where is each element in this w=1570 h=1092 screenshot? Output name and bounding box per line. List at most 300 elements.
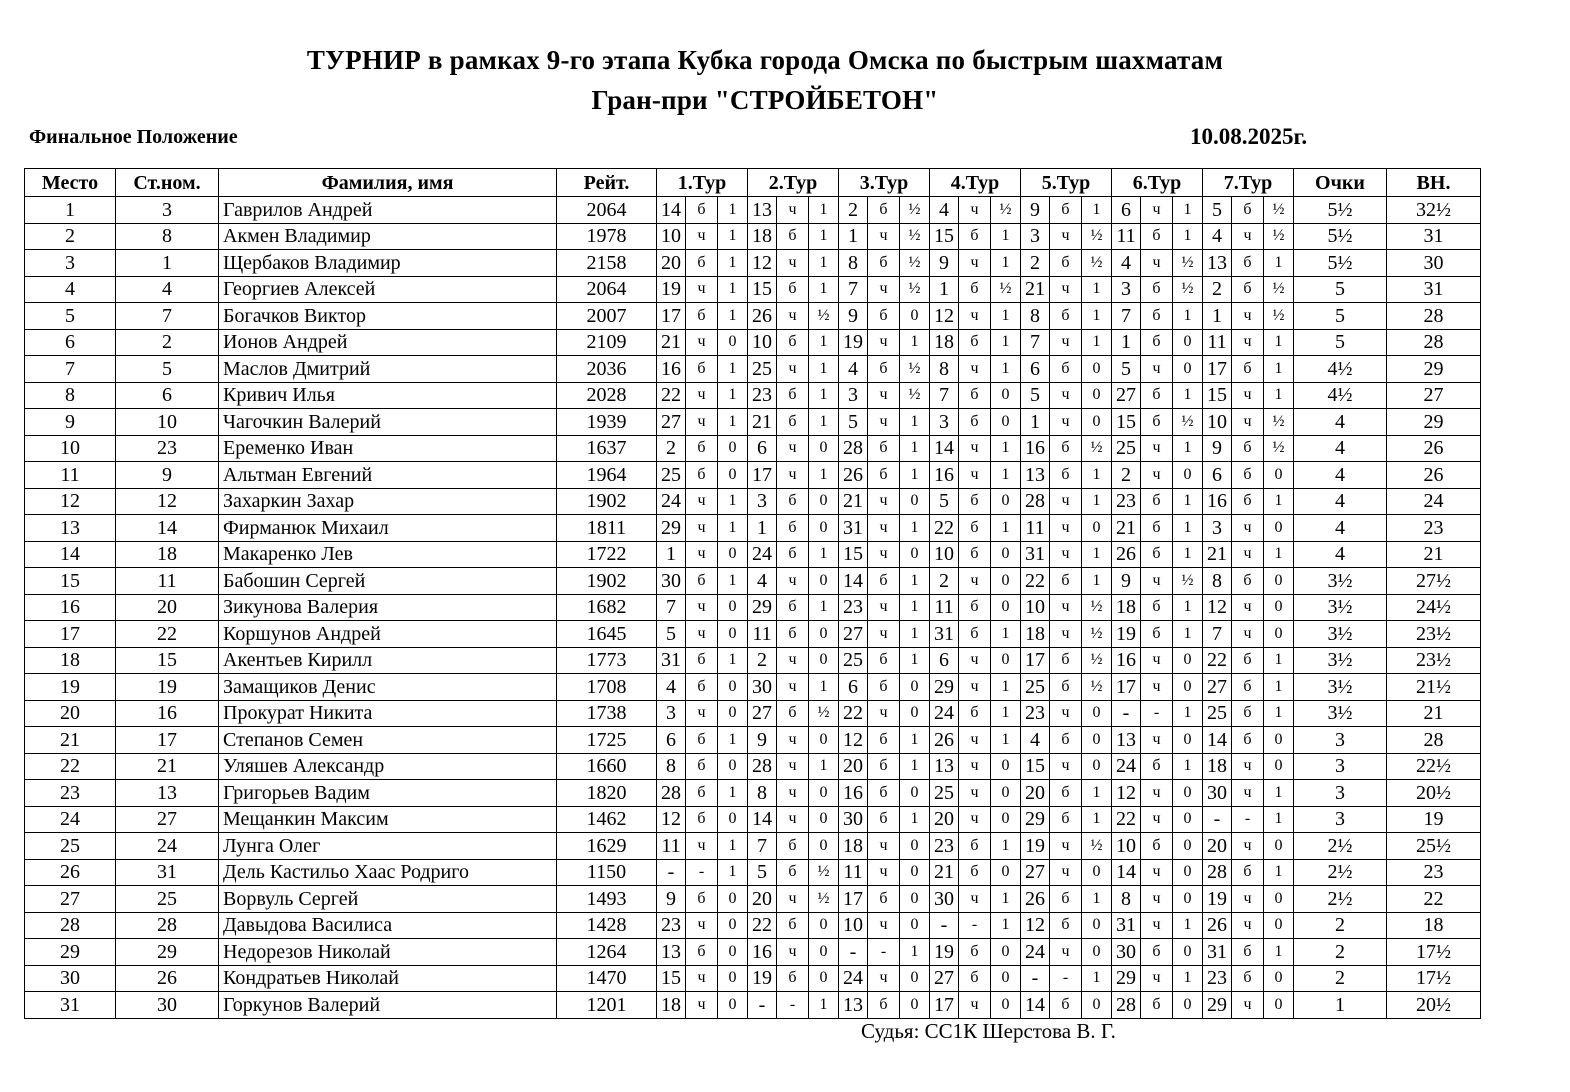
table-row: [25, 912, 1481, 939]
points-cell: 5½: [1294, 250, 1387, 277]
round-3-color-cell: ч: [868, 594, 900, 621]
round-1-color-cell: б: [686, 435, 718, 462]
round-5-color-cell: ч: [1050, 753, 1082, 780]
round-6-color-cell: ч: [1141, 462, 1173, 489]
round-4-result-cell: 1: [991, 886, 1021, 913]
round-4-color-cell: -: [959, 912, 991, 939]
round-3-color-cell: ч: [868, 541, 900, 568]
round-2-opponent-cell: 6: [748, 435, 777, 462]
round-1-result-cell: 1: [718, 409, 748, 436]
round-5-opponent-cell: 9: [1021, 197, 1050, 224]
round-2-color-cell: ч: [777, 435, 809, 462]
round-5-color-cell: ч: [1050, 621, 1082, 648]
round-6-result-cell: ½: [1173, 250, 1203, 277]
round-3-opponent-cell: 9: [839, 303, 868, 330]
round-1-opponent-cell: 16: [657, 356, 686, 383]
round-5-result-cell: 1: [1082, 780, 1112, 807]
round-7-result-cell: 0: [1264, 515, 1294, 542]
round-3-opponent-cell: 5: [839, 409, 868, 436]
round-3-color-cell: ч: [868, 859, 900, 886]
round-7-result-cell: 1: [1264, 382, 1294, 409]
col-points-header: Очки: [1294, 169, 1387, 197]
round-5-color-cell: б: [1050, 303, 1082, 330]
place-cell: 21: [25, 727, 116, 754]
round-5-result-cell: 1: [1082, 303, 1112, 330]
round-1-color-cell: б: [686, 568, 718, 595]
round-6-color-cell: ч: [1141, 912, 1173, 939]
round-5-color-cell: ч: [1050, 382, 1082, 409]
round-5-color-cell: ч: [1050, 541, 1082, 568]
round-4-result-cell: 0: [991, 568, 1021, 595]
round-2-color-cell: ч: [777, 303, 809, 330]
rating-cell: 1629: [557, 833, 657, 860]
points-cell: 3½: [1294, 647, 1387, 674]
round-4-result-cell: 0: [991, 488, 1021, 515]
round-4-color-cell: б: [959, 488, 991, 515]
round-2-result-cell: 0: [809, 435, 839, 462]
round-7-color-cell: ч: [1232, 382, 1264, 409]
round-7-opponent-cell: 31: [1203, 939, 1232, 966]
rating-cell: 1150: [557, 859, 657, 886]
round-5-result-cell: ½: [1082, 621, 1112, 648]
round-4-result-cell: 0: [991, 541, 1021, 568]
round-6-result-cell: 0: [1173, 859, 1203, 886]
round-4-color-cell: ч: [959, 992, 991, 1019]
round-5-opponent-cell: 26: [1021, 886, 1050, 913]
round-5-opponent-cell: 18: [1021, 621, 1050, 648]
tiebreak-cell: 20½: [1387, 780, 1481, 807]
player-name-cell: Давыдова Василиса: [219, 912, 557, 939]
round-7-color-cell: б: [1232, 965, 1264, 992]
round-6-color-cell: б: [1141, 409, 1173, 436]
round-6-result-cell: 1: [1173, 197, 1203, 224]
place-cell: 16: [25, 594, 116, 621]
rating-cell: 1637: [557, 435, 657, 462]
round-4-opponent-cell: 21: [930, 859, 959, 886]
tiebreak-cell: 17½: [1387, 965, 1481, 992]
round-3-opponent-cell: 26: [839, 462, 868, 489]
round-5-opponent-cell: 14: [1021, 992, 1050, 1019]
round-4-color-cell: ч: [959, 303, 991, 330]
round-4-opponent-cell: 16: [930, 462, 959, 489]
round-5-color-cell: ч: [1050, 223, 1082, 250]
round-2-result-cell: 1: [809, 197, 839, 224]
round-1-result-cell: 1: [718, 780, 748, 807]
round-2-result-cell: 0: [809, 965, 839, 992]
round-5-color-cell: б: [1050, 886, 1082, 913]
round-4-color-cell: ч: [959, 674, 991, 701]
start-number-cell: 26: [116, 965, 219, 992]
round-4-color-cell: ч: [959, 806, 991, 833]
col-round-7-header: 7.Тур: [1203, 169, 1294, 197]
tiebreak-cell: 17½: [1387, 939, 1481, 966]
round-6-result-cell: 0: [1173, 939, 1203, 966]
round-5-result-cell: 0: [1082, 727, 1112, 754]
start-number-cell: 10: [116, 409, 219, 436]
round-4-result-cell: 1: [991, 462, 1021, 489]
player-name-cell: Недорезов Николай: [219, 939, 557, 966]
rating-cell: 1939: [557, 409, 657, 436]
round-6-result-cell: 1: [1173, 303, 1203, 330]
round-5-color-cell: б: [1050, 435, 1082, 462]
round-7-color-cell: ч: [1232, 594, 1264, 621]
round-7-opponent-cell: 5: [1203, 197, 1232, 224]
place-cell: 23: [25, 780, 116, 807]
rating-cell: 1773: [557, 647, 657, 674]
round-7-color-cell: -: [1232, 806, 1264, 833]
tiebreak-cell: 18: [1387, 912, 1481, 939]
round-5-color-cell: б: [1050, 356, 1082, 383]
round-3-result-cell: ½: [900, 276, 930, 303]
round-7-opponent-cell: 28: [1203, 859, 1232, 886]
round-2-opponent-cell: 7: [748, 833, 777, 860]
start-number-cell: 8: [116, 223, 219, 250]
start-number-cell: 19: [116, 674, 219, 701]
round-2-result-cell: 0: [809, 621, 839, 648]
round-6-result-cell: 0: [1173, 992, 1203, 1019]
round-6-opponent-cell: 19: [1112, 621, 1141, 648]
round-6-color-cell: ч: [1141, 859, 1173, 886]
round-6-color-cell: б: [1141, 753, 1173, 780]
round-6-color-cell: б: [1141, 303, 1173, 330]
points-cell: 2½: [1294, 886, 1387, 913]
round-3-color-cell: б: [868, 197, 900, 224]
round-4-opponent-cell: 13: [930, 753, 959, 780]
round-1-opponent-cell: 30: [657, 568, 686, 595]
round-5-color-cell: б: [1050, 674, 1082, 701]
round-1-color-cell: б: [686, 727, 718, 754]
round-4-opponent-cell: 6: [930, 647, 959, 674]
round-6-result-cell: ½: [1173, 409, 1203, 436]
round-1-opponent-cell: 23: [657, 912, 686, 939]
player-name-cell: Григорьев Вадим: [219, 780, 557, 807]
round-1-result-cell: 1: [718, 488, 748, 515]
round-5-color-cell: ч: [1050, 276, 1082, 303]
round-5-opponent-cell: 15: [1021, 753, 1050, 780]
round-2-color-cell: ч: [777, 886, 809, 913]
round-5-opponent-cell: 25: [1021, 674, 1050, 701]
round-3-result-cell: 1: [900, 753, 930, 780]
round-3-color-cell: ч: [868, 833, 900, 860]
round-4-opponent-cell: 2: [930, 568, 959, 595]
table-row: [25, 329, 1481, 356]
round-4-opponent-cell: 22: [930, 515, 959, 542]
round-5-color-cell: б: [1050, 806, 1082, 833]
round-6-opponent-cell: 28: [1112, 992, 1141, 1019]
round-6-result-cell: 1: [1173, 435, 1203, 462]
round-7-opponent-cell: 20: [1203, 833, 1232, 860]
start-number-cell: 18: [116, 541, 219, 568]
round-7-result-cell: ½: [1264, 276, 1294, 303]
start-number-cell: 7: [116, 303, 219, 330]
round-5-result-cell: 1: [1082, 886, 1112, 913]
round-1-result-cell: 0: [718, 435, 748, 462]
round-3-color-cell: ч: [868, 912, 900, 939]
tiebreak-cell: 23: [1387, 859, 1481, 886]
table-row: [25, 223, 1481, 250]
round-1-result-cell: 1: [718, 250, 748, 277]
round-2-color-cell: б: [777, 515, 809, 542]
round-3-color-cell: ч: [868, 700, 900, 727]
points-cell: 3: [1294, 753, 1387, 780]
round-1-opponent-cell: 12: [657, 806, 686, 833]
round-3-color-cell: б: [868, 303, 900, 330]
rating-cell: 1493: [557, 886, 657, 913]
round-7-result-cell: 0: [1264, 727, 1294, 754]
round-4-result-cell: ½: [991, 276, 1021, 303]
round-7-result-cell: 1: [1264, 356, 1294, 383]
round-4-opponent-cell: 23: [930, 833, 959, 860]
round-4-opponent-cell: 24: [930, 700, 959, 727]
round-7-color-cell: б: [1232, 568, 1264, 595]
round-3-result-cell: 1: [900, 329, 930, 356]
start-number-cell: 3: [116, 197, 219, 224]
table-row: [25, 276, 1481, 303]
round-4-opponent-cell: 11: [930, 594, 959, 621]
round-7-result-cell: 0: [1264, 992, 1294, 1019]
round-2-opponent-cell: 19: [748, 965, 777, 992]
round-4-result-cell: 1: [991, 303, 1021, 330]
points-cell: 4: [1294, 488, 1387, 515]
start-number-cell: 30: [116, 992, 219, 1019]
table-row: [25, 727, 1481, 754]
round-1-opponent-cell: 3: [657, 700, 686, 727]
round-4-color-cell: б: [959, 621, 991, 648]
round-7-opponent-cell: 17: [1203, 356, 1232, 383]
round-3-opponent-cell: 22: [839, 700, 868, 727]
player-name-cell: Мещанкин Максим: [219, 806, 557, 833]
round-3-result-cell: ½: [900, 223, 930, 250]
round-7-opponent-cell: 13: [1203, 250, 1232, 277]
round-2-color-cell: ч: [777, 568, 809, 595]
round-7-color-cell: б: [1232, 435, 1264, 462]
points-cell: 3: [1294, 780, 1387, 807]
round-2-result-cell: 1: [809, 409, 839, 436]
table-row: [25, 382, 1481, 409]
round-7-result-cell: 1: [1264, 939, 1294, 966]
tiebreak-cell: 23½: [1387, 621, 1481, 648]
round-4-color-cell: б: [959, 859, 991, 886]
round-4-opponent-cell: 4: [930, 197, 959, 224]
rating-cell: 2064: [557, 197, 657, 224]
round-6-opponent-cell: 29: [1112, 965, 1141, 992]
start-number-cell: 27: [116, 806, 219, 833]
round-5-opponent-cell: 12: [1021, 912, 1050, 939]
round-4-color-cell: б: [959, 276, 991, 303]
round-6-color-cell: б: [1141, 833, 1173, 860]
col-round-3-header: 3.Тур: [839, 169, 930, 197]
round-3-opponent-cell: 18: [839, 833, 868, 860]
col-round-6-header: 6.Тур: [1112, 169, 1203, 197]
round-3-opponent-cell: 19: [839, 329, 868, 356]
round-2-opponent-cell: 29: [748, 594, 777, 621]
round-7-color-cell: ч: [1232, 780, 1264, 807]
place-cell: 12: [25, 488, 116, 515]
place-cell: 19: [25, 674, 116, 701]
start-number-cell: 9: [116, 462, 219, 489]
round-7-opponent-cell: 23: [1203, 965, 1232, 992]
place-cell: 28: [25, 912, 116, 939]
round-6-opponent-cell: 9: [1112, 568, 1141, 595]
round-2-opponent-cell: 26: [748, 303, 777, 330]
points-cell: 4: [1294, 435, 1387, 462]
round-2-opponent-cell: 13: [748, 197, 777, 224]
player-name-cell: Щербаков Владимир: [219, 250, 557, 277]
points-cell: 5½: [1294, 223, 1387, 250]
points-cell: 2: [1294, 965, 1387, 992]
round-2-opponent-cell: 5: [748, 859, 777, 886]
round-3-opponent-cell: 24: [839, 965, 868, 992]
round-6-opponent-cell: 27: [1112, 382, 1141, 409]
round-5-opponent-cell: 31: [1021, 541, 1050, 568]
round-3-result-cell: ½: [900, 382, 930, 409]
round-6-result-cell: 1: [1173, 965, 1203, 992]
round-7-result-cell: 1: [1264, 780, 1294, 807]
points-cell: 4: [1294, 462, 1387, 489]
round-3-opponent-cell: 6: [839, 674, 868, 701]
rating-cell: 1811: [557, 515, 657, 542]
round-3-opponent-cell: 23: [839, 594, 868, 621]
round-3-opponent-cell: 8: [839, 250, 868, 277]
points-cell: 5: [1294, 303, 1387, 330]
rating-cell: 2007: [557, 303, 657, 330]
round-4-opponent-cell: 19: [930, 939, 959, 966]
player-name-cell: Чагочкин Валерий: [219, 409, 557, 436]
col-round-1-header: 1.Тур: [657, 169, 748, 197]
round-5-color-cell: ч: [1050, 409, 1082, 436]
round-2-opponent-cell: 9: [748, 727, 777, 754]
round-2-opponent-cell: -: [748, 992, 777, 1019]
round-2-color-cell: б: [777, 276, 809, 303]
tiebreak-cell: 25½: [1387, 833, 1481, 860]
round-5-color-cell: ч: [1050, 488, 1082, 515]
round-5-result-cell: 0: [1082, 700, 1112, 727]
round-6-color-cell: б: [1141, 515, 1173, 542]
rating-cell: 1470: [557, 965, 657, 992]
round-3-result-cell: 0: [900, 780, 930, 807]
round-4-color-cell: ч: [959, 727, 991, 754]
round-6-color-cell: ч: [1141, 806, 1173, 833]
round-6-result-cell: 0: [1173, 806, 1203, 833]
round-4-opponent-cell: 20: [930, 806, 959, 833]
place-cell: 24: [25, 806, 116, 833]
standings-table: [24, 168, 1481, 1019]
round-1-color-cell: ч: [686, 329, 718, 356]
round-1-opponent-cell: -: [657, 859, 686, 886]
round-5-opponent-cell: 13: [1021, 462, 1050, 489]
round-4-opponent-cell: 31: [930, 621, 959, 648]
round-2-result-cell: 1: [809, 753, 839, 780]
table-row: [25, 992, 1481, 1019]
table-row: [25, 780, 1481, 807]
player-name-cell: Зикунова Валерия: [219, 594, 557, 621]
round-5-result-cell: 0: [1082, 912, 1112, 939]
round-6-result-cell: ½: [1173, 276, 1203, 303]
round-6-result-cell: 1: [1173, 753, 1203, 780]
place-cell: 10: [25, 435, 116, 462]
points-cell: 3: [1294, 727, 1387, 754]
round-2-color-cell: ч: [777, 674, 809, 701]
round-1-color-cell: б: [686, 886, 718, 913]
standings-caption: Финальное Положение: [29, 126, 238, 148]
round-2-result-cell: 1: [809, 250, 839, 277]
round-1-result-cell: 0: [718, 594, 748, 621]
round-2-result-cell: 1: [809, 462, 839, 489]
round-5-color-cell: ч: [1050, 700, 1082, 727]
round-1-opponent-cell: 9: [657, 886, 686, 913]
round-5-color-cell: б: [1050, 568, 1082, 595]
round-3-opponent-cell: 30: [839, 806, 868, 833]
round-4-color-cell: ч: [959, 356, 991, 383]
points-cell: 4: [1294, 541, 1387, 568]
points-cell: 4: [1294, 515, 1387, 542]
round-2-result-cell: 1: [809, 674, 839, 701]
player-name-cell: Гаврилов Андрей: [219, 197, 557, 224]
round-7-color-cell: б: [1232, 488, 1264, 515]
round-2-result-cell: 1: [809, 541, 839, 568]
round-6-result-cell: 1: [1173, 700, 1203, 727]
round-5-color-cell: ч: [1050, 594, 1082, 621]
round-5-opponent-cell: 10: [1021, 594, 1050, 621]
rating-cell: 1201: [557, 992, 657, 1019]
round-3-opponent-cell: 4: [839, 356, 868, 383]
place-cell: 31: [25, 992, 116, 1019]
round-7-result-cell: 1: [1264, 859, 1294, 886]
round-4-color-cell: ч: [959, 886, 991, 913]
round-7-result-cell: 1: [1264, 488, 1294, 515]
round-3-result-cell: ½: [900, 356, 930, 383]
tiebreak-cell: 27: [1387, 382, 1481, 409]
round-4-result-cell: 0: [991, 409, 1021, 436]
points-cell: 2½: [1294, 859, 1387, 886]
round-7-color-cell: б: [1232, 197, 1264, 224]
round-1-opponent-cell: 14: [657, 197, 686, 224]
rating-cell: 2064: [557, 276, 657, 303]
round-6-color-cell: б: [1141, 992, 1173, 1019]
round-2-opponent-cell: 28: [748, 753, 777, 780]
round-7-color-cell: ч: [1232, 515, 1264, 542]
start-number-cell: 31: [116, 859, 219, 886]
round-6-color-cell: ч: [1141, 568, 1173, 595]
tiebreak-cell: 21½: [1387, 674, 1481, 701]
points-cell: 3½: [1294, 621, 1387, 648]
round-1-result-cell: 0: [718, 965, 748, 992]
round-4-result-cell: 1: [991, 515, 1021, 542]
place-cell: 30: [25, 965, 116, 992]
table-row: [25, 674, 1481, 701]
round-4-result-cell: 0: [991, 594, 1021, 621]
round-1-color-cell: ч: [686, 223, 718, 250]
round-5-color-cell: б: [1050, 780, 1082, 807]
round-6-opponent-cell: 31: [1112, 912, 1141, 939]
round-2-color-cell: ч: [777, 939, 809, 966]
round-7-opponent-cell: 9: [1203, 435, 1232, 462]
round-6-result-cell: 1: [1173, 488, 1203, 515]
round-5-result-cell: 0: [1082, 992, 1112, 1019]
round-5-color-cell: ч: [1050, 859, 1082, 886]
tiebreak-cell: 26: [1387, 435, 1481, 462]
round-5-opponent-cell: 4: [1021, 727, 1050, 754]
round-2-opponent-cell: 8: [748, 780, 777, 807]
round-1-result-cell: 0: [718, 329, 748, 356]
round-1-opponent-cell: 6: [657, 727, 686, 754]
round-3-color-cell: б: [868, 753, 900, 780]
round-3-result-cell: 0: [900, 912, 930, 939]
player-name-cell: Кривич Илья: [219, 382, 557, 409]
round-3-color-cell: б: [868, 674, 900, 701]
place-cell: 22: [25, 753, 116, 780]
round-5-color-cell: б: [1050, 647, 1082, 674]
